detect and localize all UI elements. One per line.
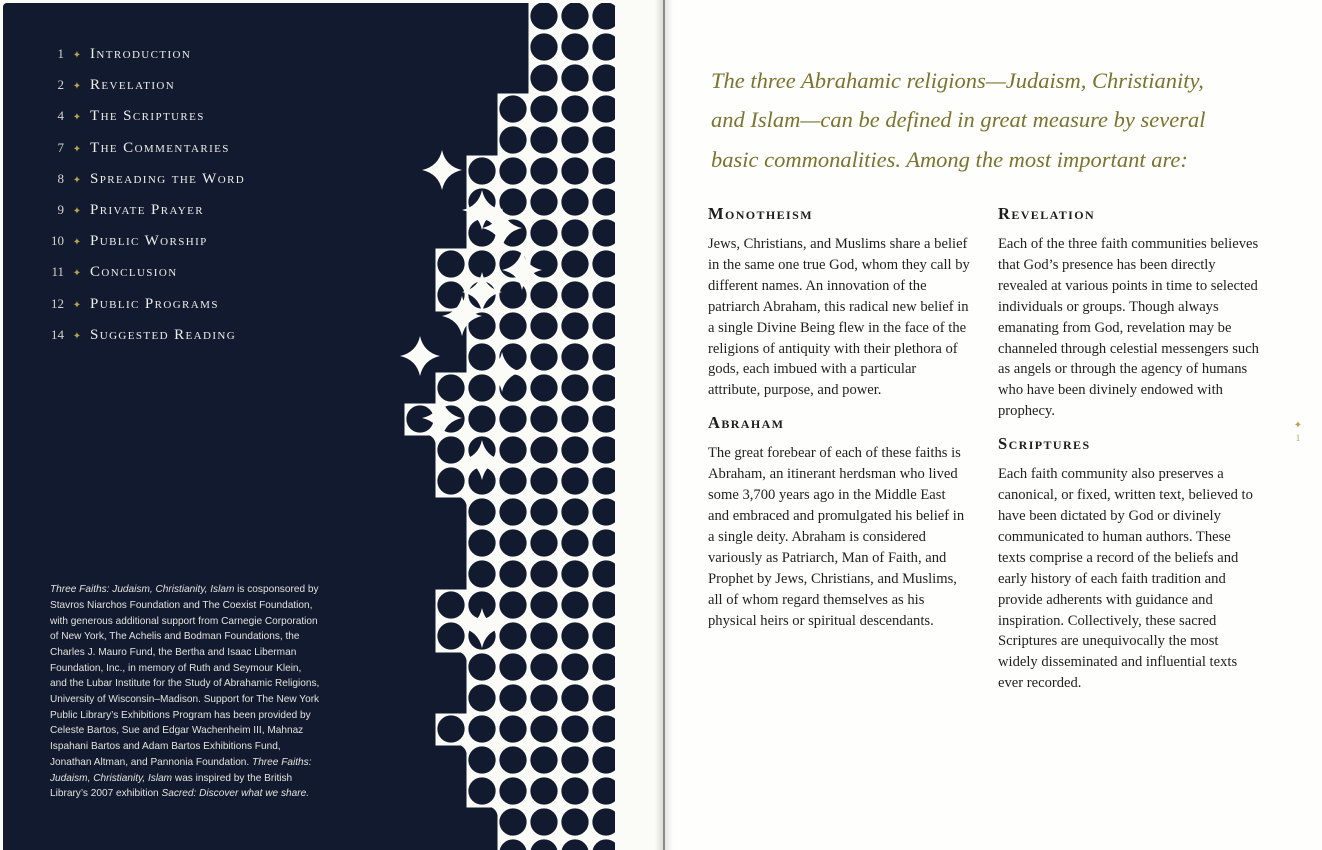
section-abraham (708, 413, 970, 631)
section-body: Each faith community also preserves a canonical, or fixed, written text, believed to have been dictated by God or divinely communicated to human authors. These texts comprise a record of the beliefs and early history of each faith tradition and provide adherents with guidance and inspiration. Collectively, these sacred Scriptures are unequivocally the most widely disseminated and influential texts ever recorded. (998, 466, 1253, 692)
section-body: The great forebear of each of these faiths is Abraham, an itinerant herdsman who lived some 3,700 years ago in the Middle East and embraced and promulgated his belief in a single deity. Abraham is considered variously as Patriarch, Man of Faith, and Prophet by Jews, Christians, and Muslims, all of whom regard themselves as his physical heirs or spiritual descendants. (708, 445, 965, 629)
sponsor-text: was inspired by the British Library’s 2007 exhibition (50, 772, 293, 800)
pattern-petal (561, 622, 588, 649)
star-bullet-icon: ✦ (72, 50, 82, 61)
pattern-petal (561, 2, 588, 29)
pattern-petal (530, 405, 557, 432)
pattern-petal (499, 529, 526, 556)
pattern-petal (468, 157, 495, 184)
pattern-petal (530, 33, 557, 60)
pattern-petal (561, 95, 588, 122)
pattern-petal (499, 653, 526, 680)
pattern-petal (499, 188, 526, 215)
pattern-petal (530, 529, 557, 556)
british-library-exhibition-title: Sacred: Discover what we share. (161, 788, 310, 800)
pattern-petal (499, 95, 526, 122)
pattern-petal (561, 653, 588, 680)
star-bullet-icon: ✦ (72, 268, 82, 280)
pattern-petal (499, 808, 526, 835)
pattern-petal (499, 560, 526, 587)
section-monotheism (708, 204, 970, 401)
pattern-petal (468, 560, 495, 587)
pattern-petal (468, 498, 495, 525)
pattern-petal (468, 653, 495, 680)
pattern-petal (437, 250, 464, 277)
pattern-petal (530, 622, 557, 649)
toc-entry[interactable] (38, 77, 245, 108)
pattern-petal (561, 777, 588, 804)
pattern-petal (530, 436, 557, 463)
toc-page-number: 9 (57, 201, 64, 217)
sponsor-text: is cosponsored by Stavros Niarchos Foundation and The Coexist Foundation, with generous additional support from Carnegie Corporation of New York, The Achelis and Bodman Foundations, the Charles J. Mauro Fund, the Bertha and Isaac Liberman Foundation, Inc., in memory of Ruth and Seymour Klein, and the Lubar Institute for the Study of Abrahamic Religions, University of Wisconsin–Madison. Support for The New York Public Library’s Exhibitions Program has been provided by Celeste Bartos, Sue and Edgar Wachenheim III, Mahnaz Ispahani Bartos and Adam Bartos Exhibitions Fund, Jonathan Altman, and Pannonia Foundation. (50, 584, 320, 768)
toc-page-number: 4 (57, 108, 64, 124)
page-marker (1292, 420, 1304, 444)
pattern-petal (437, 622, 464, 649)
pattern-petal (468, 684, 495, 711)
left-column (708, 204, 970, 643)
toc-entry[interactable] (38, 140, 245, 171)
table-of-contents (38, 46, 245, 358)
toc-title: Suggested Reading (90, 326, 237, 343)
star-bullet-icon: ✦ (72, 174, 82, 186)
pattern-petal (468, 746, 495, 773)
pattern-petal (561, 560, 588, 587)
pattern-petal (561, 498, 588, 525)
star-bullet-icon: ✦ (72, 81, 82, 93)
toc-title: Spreading the Word (90, 170, 246, 187)
intro-paragraph: The three Abrahamic religions—Judaism, Christianity, and Islam—can be defined in great measure by several basic commonalities. Among the most important are: (711, 67, 1206, 172)
toc-entry[interactable] (38, 233, 245, 264)
star-bullet-icon: ✦ (72, 330, 82, 342)
toc-title: The Scriptures (90, 108, 205, 125)
toc-page-number: 1 (57, 46, 64, 61)
pattern-petal (499, 746, 526, 773)
pattern-petal (530, 157, 557, 184)
pattern-petal (530, 188, 557, 215)
toc-page-number: 12 (51, 295, 64, 311)
pattern-petal (499, 467, 526, 494)
pattern-petal (468, 374, 495, 401)
pattern-petal (561, 405, 588, 432)
pattern-petal (530, 374, 557, 401)
pattern-petal (437, 436, 464, 463)
pattern-petal (561, 33, 588, 60)
toc-page-number: 10 (51, 233, 64, 249)
toc-entry[interactable] (38, 264, 245, 295)
four-point-star-icon (400, 336, 440, 376)
pattern-petal (561, 126, 588, 153)
pattern-petal (530, 560, 557, 587)
pattern-petal (561, 219, 588, 246)
pattern-petal (530, 715, 557, 742)
right-page (665, 0, 1322, 850)
pattern-petal (499, 622, 526, 649)
pattern-petal (499, 591, 526, 618)
sponsor-exhibition-title: Three Faiths: Judaism, Christianity, Islam (50, 756, 312, 784)
toc-page-number: 8 (57, 170, 64, 186)
pattern-petal (530, 684, 557, 711)
pattern-petal (499, 684, 526, 711)
pattern-petal (561, 312, 588, 339)
toc-page-number: 2 (57, 77, 64, 93)
quatrefoil-pattern (380, 0, 616, 850)
pattern-petal (499, 405, 526, 432)
pattern-petal (437, 715, 464, 742)
pattern-petal (561, 746, 588, 773)
pattern-petal (530, 219, 557, 246)
pattern-petal (561, 64, 588, 91)
section-body: Each of the three faith communities believes that God’s presence has been directly revealed at various points in time to selected individuals or groups. Though always emanating from God, revelation may be channeled through celestial messengers such as angels or through the agency of humans who have been divinely endowed with prophecy. (998, 236, 1259, 420)
pattern-petal (530, 777, 557, 804)
pattern-petal (437, 467, 464, 494)
pattern-petal (499, 715, 526, 742)
section-heading: Abraham (708, 413, 785, 433)
pattern-petal (530, 808, 557, 835)
right-column (998, 204, 1260, 706)
toc-title: The Commentaries (90, 139, 230, 156)
toc-entry[interactable] (38, 202, 245, 233)
toc-page-number: 7 (57, 139, 64, 155)
toc-title: Private Prayer (90, 201, 204, 218)
pattern-petal (561, 684, 588, 711)
pattern-petal (530, 64, 557, 91)
pattern-petal (499, 436, 526, 463)
pattern-petal (561, 281, 588, 308)
section-heading: Monotheism (708, 204, 813, 223)
toc-title: Public Programs (90, 295, 219, 312)
pattern-petal (468, 715, 495, 742)
pattern-petal (530, 746, 557, 773)
pattern-petal (499, 777, 526, 804)
toc-entry[interactable] (38, 171, 245, 202)
toc-entry[interactable] (38, 46, 245, 77)
toc-page-number: 11 (51, 264, 64, 280)
pattern-petal (530, 312, 557, 339)
star-bullet-icon: ✦ (72, 237, 82, 249)
pattern-petal (561, 157, 588, 184)
star-marker-icon: ✦ (1293, 420, 1303, 431)
toc-page-number: 14 (51, 326, 64, 342)
four-point-star-icon (422, 150, 462, 190)
pattern-petal (530, 126, 557, 153)
pattern-petal (499, 312, 526, 339)
pattern-petal (530, 591, 557, 618)
star-bullet-icon: ✦ (72, 112, 82, 124)
pattern-petal (561, 374, 588, 401)
toc-title: Revelation (90, 77, 176, 94)
pattern-petal (530, 281, 557, 308)
toc-entry[interactable] (38, 296, 245, 327)
pattern-petal (561, 436, 588, 463)
toc-title: Conclusion (90, 264, 178, 281)
section-scriptures (998, 434, 1260, 694)
pattern-petal (437, 591, 464, 618)
pattern-petal (468, 405, 495, 432)
pattern-petal (437, 374, 464, 401)
pattern-petal (499, 157, 526, 184)
section-revelation (998, 204, 1260, 422)
pattern-petal (530, 343, 557, 370)
pattern-petal (530, 467, 557, 494)
gutter-shade (665, 0, 673, 850)
pattern-petal (561, 529, 588, 556)
pattern-petal (561, 188, 588, 215)
toc-entry[interactable] (38, 108, 245, 139)
pattern-petal (468, 777, 495, 804)
pattern-petal (561, 808, 588, 835)
toc-entry[interactable] (38, 327, 245, 358)
page-number: 1 (1295, 433, 1301, 443)
pattern-petal (561, 343, 588, 370)
pattern-petal (561, 591, 588, 618)
pattern-petal (561, 467, 588, 494)
sponsor-exhibition-title: Three Faiths: Judaism, Christianity, Islam (50, 584, 235, 596)
pattern-petal (468, 529, 495, 556)
pattern-petal (530, 95, 557, 122)
pattern-petal (561, 715, 588, 742)
star-bullet-icon: ✦ (72, 205, 82, 217)
pattern-petal (530, 498, 557, 525)
section-body: Jews, Christians, and Muslims share a belief in the same one true God, whom they call by different names. An innovation of the patriarch Abraham, this radical new belief in a single Divine Being flew in the face of the religions of antiquity with their plethora of gods, each imbued with a particular attribute, purpose, and power. (708, 236, 970, 399)
toc-title: Public Worship (90, 233, 208, 250)
pattern-petal (530, 653, 557, 680)
pattern-petal (499, 498, 526, 525)
pattern-petal (561, 250, 588, 277)
pattern-petal (468, 343, 495, 370)
pattern-petal (530, 250, 557, 277)
sponsor-credits (50, 582, 320, 802)
star-bullet-icon: ✦ (72, 299, 82, 311)
pattern-petal (499, 126, 526, 153)
section-heading: Revelation (998, 204, 1096, 223)
section-heading: Scriptures (998, 434, 1091, 454)
star-bullet-icon: ✦ (72, 143, 82, 155)
pattern-petal (530, 2, 557, 29)
toc-title: Introduction (90, 46, 192, 62)
